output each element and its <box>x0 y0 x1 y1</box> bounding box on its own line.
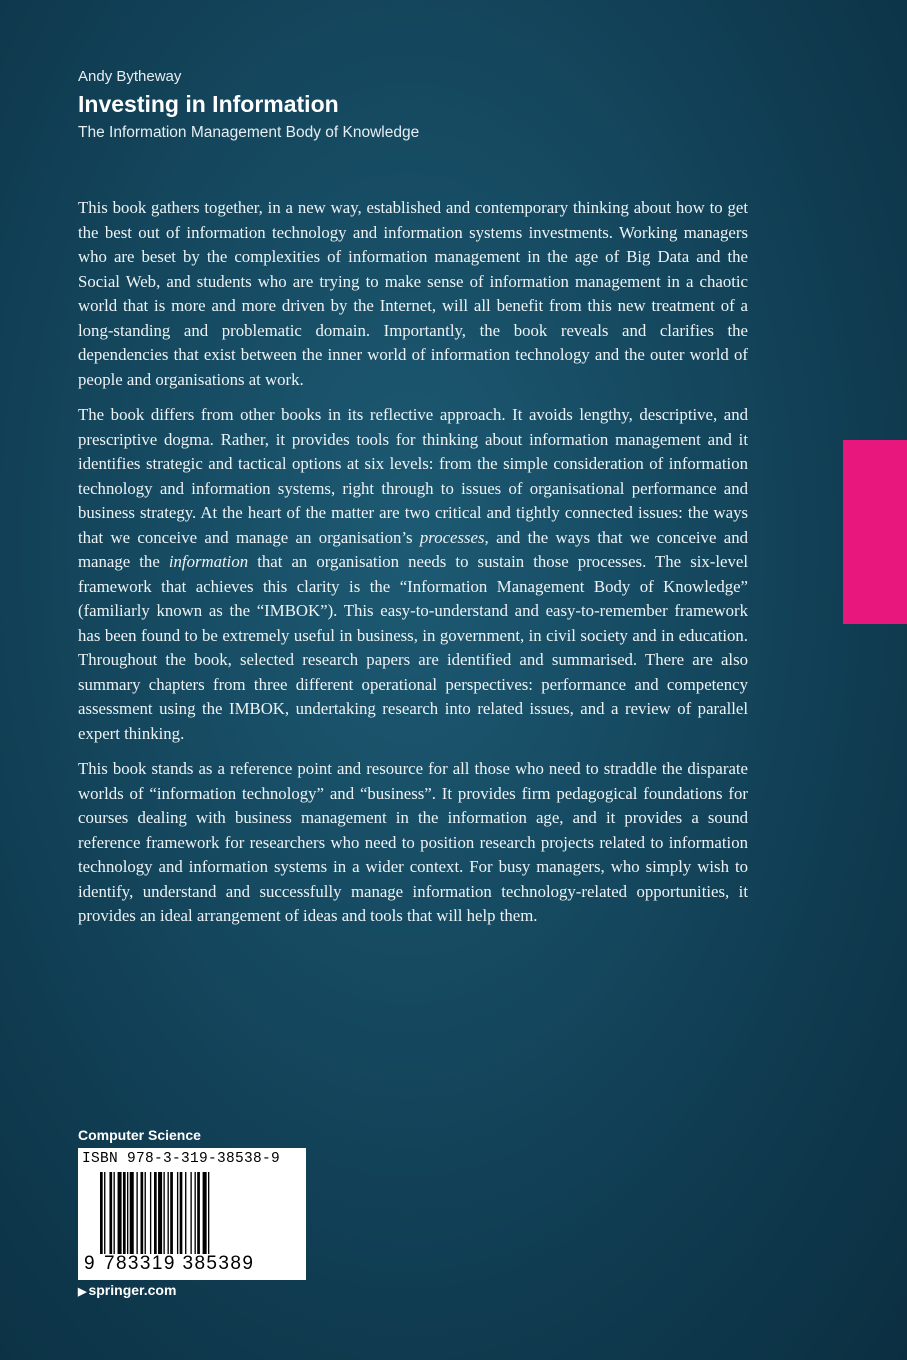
publisher-link[interactable] <box>78 1282 176 1298</box>
barcode-bar <box>163 1172 164 1254</box>
barcode-bar <box>195 1172 196 1254</box>
blurb-p2-emphasis-information: information <box>168 552 249 571</box>
barcode-bar <box>104 1172 105 1254</box>
barcode-bar <box>136 1172 137 1254</box>
barcode-bar <box>154 1172 157 1254</box>
ean-first-digit: 9 <box>84 1253 95 1274</box>
barcode-bar <box>100 1172 103 1254</box>
book-header <box>78 68 419 142</box>
book-subtitle: The Information Management Body of Knowledge <box>78 124 420 141</box>
barcode-bar <box>170 1172 173 1254</box>
barcode-bar <box>185 1172 186 1254</box>
barcode-bar <box>114 1172 115 1254</box>
barcode-bar <box>127 1172 128 1254</box>
isbn-barcode <box>78 1148 306 1280</box>
barcode-bar <box>168 1172 169 1254</box>
barcode-bar <box>109 1172 112 1254</box>
barcode-bar <box>190 1172 191 1254</box>
barcode-bar <box>197 1172 200 1254</box>
ean-remaining-digits: 783319 385389 <box>104 1253 255 1274</box>
barcode-bar <box>118 1172 122 1254</box>
blurb-paragraph-1: This book gathers together, in a new way, established and contemporary thinking about how to get the best out of information technology and information systems investments. Working managers who are beset by the complexities of information management in the age of Big Data and the Social Web, and students who are trying to make sense of information management in a chaotic world that is more and more driven by the Internet, will all benefit from this new treatment of a long-standing and problematic domain. Importantly, the book reveals and clarifies the dependencies that exist between the inner world of information technology and the outer world of people and organisations at work. <box>78 198 748 389</box>
barcode-bar <box>158 1172 162 1254</box>
publisher-url: springer.com <box>88 1282 177 1298</box>
barcode-bar <box>203 1172 207 1254</box>
blurb-paragraph-2 <box>78 403 748 746</box>
barcode-bar <box>141 1172 144 1254</box>
isbn-label: ISBN 978-3-319-38538-9 <box>82 1151 281 1167</box>
subject-category: Computer Science <box>78 1127 201 1143</box>
barcode-bar <box>145 1172 146 1254</box>
blurb-p2-emphasis-processes: processes <box>419 527 485 547</box>
blurb-p2-part-c: that an organisation needs to sustain those processes. The six-level framework that achieves this clarity is the “Information Management Body of Knowledge” (familiarly known as the “IMBOK”). This easy-to-understand and easy-to-remember framework has been found to be extremely useful in business, in government, in civil society and in education. Throughout the book, selected research papers are identified and summarised. There are also summary chapters from three different operational perspectives: performance and competency assessment using the IMBOK, undertaking research into related issues, and a review of parallel expert thinking. <box>78 552 748 743</box>
barcode-bar <box>180 1172 183 1254</box>
barcode-bar <box>130 1172 134 1254</box>
book-title: Investing in Information <box>78 91 339 117</box>
blurb-p2-part-b: , and the ways that we conceive and manage the <box>78 527 748 571</box>
barcode-bars <box>100 1172 300 1254</box>
barcode-bar <box>208 1172 209 1254</box>
barcode-bar <box>150 1172 151 1254</box>
barcode-bar <box>123 1172 126 1254</box>
blurb-paragraph-3: This book stands as a reference point and resource for all those who need to straddle the disparate worlds of “information technology” and “business”. It provides firm pedagogical foundations for courses dealing with business management in the information age, and it provides a sound reference framework for researchers who need to position research projects related to information technology and information systems in a wider context. For busy managers, who simply wish to identify, understand and successfully manage information technology-related opportunities, it provides an ideal arrangement of ideas and tools that will help them. <box>78 759 748 925</box>
barcode-bar <box>177 1172 178 1254</box>
blurb-p2-part-a: The book differs from other books in its reflective approach. It avoids lengthy, descriptive, and prescriptive dogma. Rather, it provides tools for thinking about information management and it identifies strategic and tactical options at six levels: from the simple consideration of information technology and information systems, right through to issues of organisational performance and business strategy. At the heart of the matter are two critical and tightly connected issues: the ways that we conceive and manage an organisation’s <box>78 405 748 547</box>
blurb <box>78 196 748 940</box>
accent-strip <box>843 440 907 624</box>
author-name: Andy Bytheway <box>78 68 182 85</box>
arrow-right-icon: ▶ <box>78 1286 87 1298</box>
